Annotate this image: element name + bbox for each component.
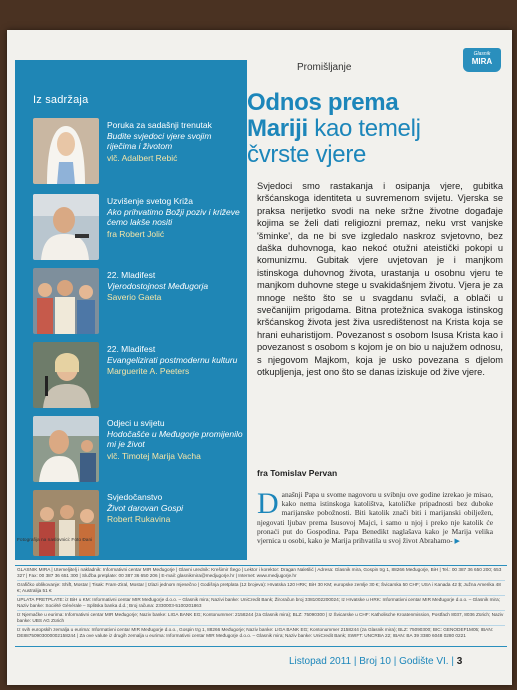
contents-item[interactable] xyxy=(33,194,239,260)
magazine-page xyxy=(7,30,512,685)
title-part: Mariji xyxy=(247,115,308,142)
contents-item[interactable] xyxy=(33,490,239,556)
info-row: GLASNIK MIRA | Utemeljitelj i nakladnik: Informativni centar MIR Međugorje | Glavni urednik: Krešimir Šego | Lektor i korektor: Dragan Naletilić | Adresa: Glasnik mira, Gospin trg 1, 88266 Međugorje, BiH | Tel.: 00 387 36 650 200; 653 327 | Fax: 00 387 36 651 300 | Služba pretplate: 00 387 36 650 206 | E-mail: glasnikmira@medjugorje.hr | Internet: www.medjugorje.hr xyxy=(17,567,505,581)
logo-big-text: MIRA xyxy=(471,57,493,66)
priest-crowd-photo xyxy=(33,416,99,482)
continue-arrow-icon: ▶ xyxy=(454,537,460,546)
contents-item[interactable] xyxy=(33,118,239,184)
article-title xyxy=(247,90,509,168)
item-title: Ako prihvatimo Božji poziv i križeve ćemo lakše nositi xyxy=(107,206,240,227)
info-row: UPLATA PRETPLATE: iz BiH u KM: Informativni centar MIR Međugorje d.o.o. – Glasnik mira; Nazivi banke: UniCredit Bank; Žiroračun broj 3381002200024; Iz Hrvatske u HRK: Informativni centar MIR Međugorje d.o.o. – Glasnik mira; Naziv banke: Société Générale – Splitska banka d.d.; Broj računa: 2330003-5100201863 xyxy=(17,597,505,611)
item-author: vlč. Timotej Marija Vacha xyxy=(107,450,201,461)
contents-heading: Iz sadržaja xyxy=(33,94,89,106)
logo-small-text: Glasnik xyxy=(473,51,491,57)
item-category: 22. Mladifest xyxy=(107,344,156,354)
contents-sidebar xyxy=(15,60,247,560)
item-author: vlč. Adalbert Rebić xyxy=(107,152,178,163)
contents-item[interactable] xyxy=(33,268,239,334)
item-category: Uzvišenje svetog Križa xyxy=(107,196,193,206)
item-category: 22. Mladifest xyxy=(107,270,156,280)
article-byline: fra Tomislav Pervan xyxy=(257,468,338,478)
glasnik-mira-logo xyxy=(463,48,501,72)
item-author: Marguerite A. Peeters xyxy=(107,366,190,376)
page-number: 3 xyxy=(456,656,463,667)
item-author: Robert Rukavina xyxy=(107,514,171,524)
madonna-statue-photo xyxy=(33,118,99,184)
page-folio xyxy=(289,656,462,667)
photo-credit: Fotografija na naslovnici: Foto Đani xyxy=(17,538,93,543)
drop-cap: D xyxy=(257,487,279,520)
item-category: Odjeci u svijetu xyxy=(107,418,165,428)
pilgrims-photo xyxy=(33,490,99,556)
item-author: fra Robert Jolić xyxy=(107,228,165,239)
contents-item[interactable] xyxy=(33,342,239,408)
item-author: Saverio Gaeta xyxy=(107,292,162,302)
item-title: Budite svjedoci vjere svojim riječima i životom xyxy=(107,130,212,151)
item-title: Evangelizirati postmodernu kulturu xyxy=(107,354,238,365)
article-body xyxy=(257,487,493,546)
item-category: Poruka za sadašnji trenutak xyxy=(107,120,212,130)
item-title: Hodočašće u Međugorje promijenilo mi je život xyxy=(107,428,243,449)
section-rubric: Promišljanje xyxy=(297,62,352,73)
priest-photo xyxy=(33,194,99,260)
body-paragraph: anašnji Papa u svome nagovoru u svibnju ove godine izrekao je misao, kako nema istinskoga katolištva, katoličke pripadnosti bez duboke marijanske pobožnosti. Biti katolik znači biti i marijanski obilježen, njegovati ljubav prema Isusovoj Majci, i samo u njoj i preko nje katolik će pronaći put do Gospodina. Papa Benedikt naglašava kako je Marija velika vjernica u osobi, kako je Marija prihvatila u svoj život Abrahamo- xyxy=(257,490,493,546)
info-row: Iz svih europskih zemalja u eurima: Informativni centar MIR Međugorje d.o.o., Gospin trg 1, 88266 Međugorje; Naziv banke: LIGA BANK EG; Kontonummer 2158244 (za Glasnik mira); BLZ: 75090300; BIC: GENODEF1M05; IBAN: DE88750903000002158244 | Za ove valute iz drugih zemalja u eurima: Informativni centar MIR Međugorje d.o.o. – Glasnik mira; Naziv banke: UniCredit Bank; SWIFT: UNCRBA 22; IBAN: BA 39 3380 6048 0280 0221 xyxy=(17,627,494,638)
crowd-photo xyxy=(33,268,99,334)
speaker-photo xyxy=(33,342,99,408)
contents-item[interactable] xyxy=(33,416,243,482)
article-lead: Svjedoci smo rastakanja i osipanja vjere, gubitka kršćanskoga identiteta u suvremenom svijetu. Vjerska se praksa nerijetko svodi na neke sržne životne događaje kojima se želi dati religiozni premaz, neku vrst vanjske 'šminke', da ne bi sve izgledalo naskroz svjetovno, bez daška duhovnoga, kao nekoć otužni ateistički pokopi u komunizmu. Gubitak vjere uvjetovan je i manjkom istinskoga duhovnog života, urastanja u osobnu vjeru te manjkom duhovne stege u svakidašnjem životu. Vjera je za mnoge nešto što se u svagdanu svlači, a oblači u svečanijim prigodama. Bitna protežnica svakoga istinskog kršćanskog života jest živa usredištenost na Krista koja se hrani euharistijom. Povezanost s osobom Isusa Krista kao i povezanost s osobom s kojom je on bio u najužem odnosu, s njegovom Majkom, koja je usko povezana s djelom otkupljenja, jest ono što se danas iziskuje od žive vjere. xyxy=(257,181,503,378)
masthead-infobox xyxy=(15,565,507,647)
title-part: kao temelj xyxy=(307,115,421,142)
title-part: Odnos prema xyxy=(247,89,399,116)
info-row: Iz Njemačke u eurima: Informativni centar MIR Međugorje; Naziv banke: LIGA BANK EG; Kontonummer: 2158244 (za Glasnik mira); BLZ: 75090300 | Iz Švicarske u CHF: Katholische Kroatenmission, Postfach 8037, 8036 Zürich; Naziv banke: UBS AG Zürich xyxy=(17,612,505,626)
item-category: Svjedočanstvo xyxy=(107,492,163,502)
info-row: Grafičko oblikovanje: Shift, Mostar | Tisak: Fram-Ziral, Mostar | Izlazi jednom mjesečno | Godišnja pretplata (12 brojeva): Hrvatska 120 HRK; BiH 30 KM; europske zemlje 30 €; Švicarska 50 CHF; USA i Kanada 42 $; Južna Amerika 48 €; Australija 51 € xyxy=(17,582,505,596)
item-title: Život darovan Gospi xyxy=(107,502,184,513)
title-part: čvrste vjere xyxy=(247,141,367,168)
item-title: Vjerodostojnost Međugorja xyxy=(107,280,209,291)
issue-info: Listopad 2011 | Broj 10 | Godište VI. | xyxy=(289,656,454,667)
